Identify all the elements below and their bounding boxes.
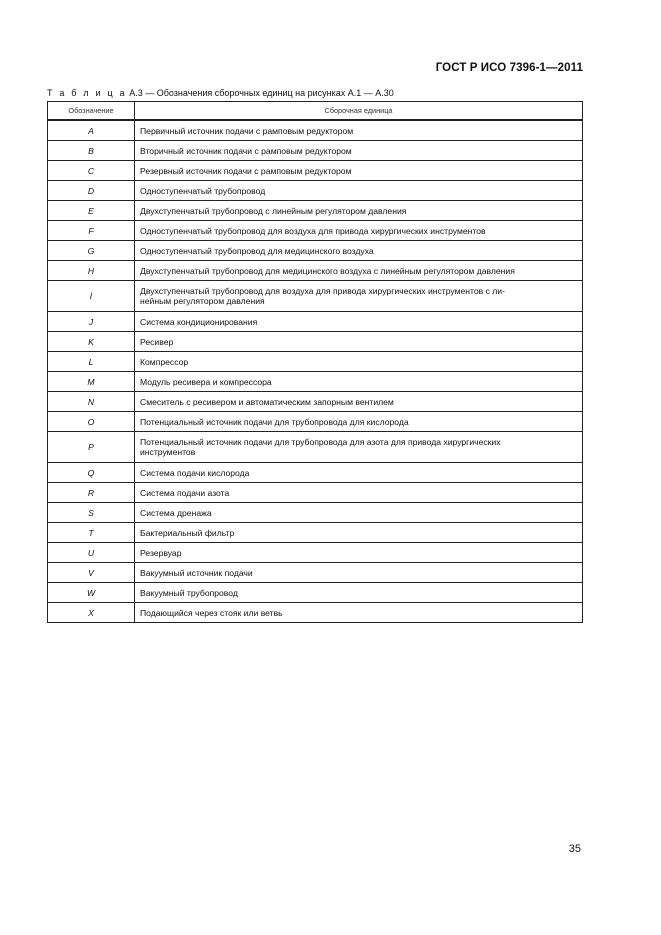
designation-cell: U bbox=[48, 543, 135, 563]
table-row bbox=[48, 181, 583, 201]
table-row bbox=[48, 483, 583, 503]
assembly-unit-cell: Одноступенчатый трубопровод bbox=[135, 181, 583, 201]
assembly-unit-line-continued: инструментов bbox=[140, 447, 196, 457]
designation-cell: T bbox=[48, 523, 135, 543]
page-number: 35 bbox=[568, 843, 581, 855]
table-row bbox=[48, 583, 583, 603]
designation-cell: J bbox=[48, 312, 135, 332]
table-row bbox=[48, 563, 583, 583]
assembly-unit-cell: Система подачи кислорода bbox=[135, 463, 583, 483]
table-caption-text: А.3 — Обозначения сборочных единиц на рисунках А.1 — А.30 bbox=[129, 88, 394, 98]
assembly-unit-cell: Одноступенчатый трубопровод для воздуха для привода хирургических инструментов bbox=[135, 221, 583, 241]
assembly-unit-cell: Бактериальный фильтр bbox=[135, 523, 583, 543]
designation-cell: Q bbox=[48, 463, 135, 483]
designation-cell: N bbox=[48, 392, 135, 412]
designation-cell: D bbox=[48, 181, 135, 201]
table-row bbox=[48, 161, 583, 181]
table-row bbox=[48, 241, 583, 261]
designation-cell: C bbox=[48, 161, 135, 181]
assembly-unit-cell: Компрессор bbox=[135, 352, 583, 372]
table-row bbox=[48, 523, 583, 543]
table-row bbox=[48, 503, 583, 523]
assembly-unit-line-continued: нейным регулятором давления bbox=[140, 296, 265, 306]
column-header-assembly-unit: Сборочная единица bbox=[135, 102, 583, 121]
designation-cell: H bbox=[48, 261, 135, 281]
assembly-unit-cell: Одноступенчатый трубопровод для медицинского воздуха bbox=[135, 241, 583, 261]
designation-cell: E bbox=[48, 201, 135, 221]
assembly-unit-cell: Система кондиционирования bbox=[135, 312, 583, 332]
table-row bbox=[48, 120, 583, 141]
table-row bbox=[48, 543, 583, 563]
designation-cell: P bbox=[48, 432, 135, 463]
assembly-unit-cell bbox=[135, 432, 583, 463]
table-row bbox=[48, 392, 583, 412]
document-header: ГОСТ Р ИСО 7396-1—2011 bbox=[435, 62, 583, 74]
column-header-designation: Обозначение bbox=[48, 102, 135, 121]
table-row bbox=[48, 281, 583, 312]
assembly-unit-cell: Вакуумный источник подачи bbox=[135, 563, 583, 583]
assembly-units-table bbox=[47, 101, 583, 623]
table-row bbox=[48, 261, 583, 281]
assembly-unit-cell: Система дренажа bbox=[135, 503, 583, 523]
table-row bbox=[48, 432, 583, 463]
table-row bbox=[48, 412, 583, 432]
table-row bbox=[48, 372, 583, 392]
assembly-unit-cell: Двухступенчатый трубопровод для медицинского воздуха с линейным регулятором давления bbox=[135, 261, 583, 281]
designation-cell: K bbox=[48, 332, 135, 352]
assembly-unit-cell: Подающийся через стояк или ветвь bbox=[135, 603, 583, 623]
assembly-unit-cell: Вторичный источник подачи с рамповым редуктором bbox=[135, 141, 583, 161]
assembly-unit-cell: Система подачи азота bbox=[135, 483, 583, 503]
assembly-unit-cell: Резервуар bbox=[135, 543, 583, 563]
table-row bbox=[48, 221, 583, 241]
table-row bbox=[48, 463, 583, 483]
assembly-unit-line: Потенциальный источник подачи для трубопровода для азота для привода хирургических bbox=[140, 437, 501, 447]
table-row bbox=[48, 141, 583, 161]
designation-cell: M bbox=[48, 372, 135, 392]
table-caption bbox=[47, 88, 394, 98]
designation-cell: V bbox=[48, 563, 135, 583]
assembly-unit-cell bbox=[135, 281, 583, 312]
table-row bbox=[48, 352, 583, 372]
designation-cell: I bbox=[48, 281, 135, 312]
table-row bbox=[48, 332, 583, 352]
assembly-unit-cell: Вакуумный трубопровод bbox=[135, 583, 583, 603]
assembly-unit-cell: Смеситель с ресивером и автоматическим запорным вентилем bbox=[135, 392, 583, 412]
designation-cell: A bbox=[48, 120, 135, 141]
assembly-unit-cell: Потенциальный источник подачи для трубопровода для кислорода bbox=[135, 412, 583, 432]
designation-cell: O bbox=[48, 412, 135, 432]
assembly-unit-cell: Резервный источник подачи с рамповым редуктором bbox=[135, 161, 583, 181]
designation-cell: F bbox=[48, 221, 135, 241]
designation-cell: B bbox=[48, 141, 135, 161]
assembly-unit-cell: Двухступенчатый трубопровод с линейным регулятором давления bbox=[135, 201, 583, 221]
assembly-unit-line: Двухступенчатый трубопровод для воздуха для привода хирургических инструментов с ли- bbox=[140, 286, 505, 296]
designation-cell: G bbox=[48, 241, 135, 261]
designation-cell: W bbox=[48, 583, 135, 603]
designation-cell: S bbox=[48, 503, 135, 523]
assembly-unit-cell: Модуль ресивера и компрессора bbox=[135, 372, 583, 392]
assembly-unit-cell: Первичный источник подачи с рамповым редуктором bbox=[135, 120, 583, 141]
designation-cell: L bbox=[48, 352, 135, 372]
table-caption-label: Т а б л и ц а bbox=[47, 88, 127, 98]
designation-cell: X bbox=[48, 603, 135, 623]
table-header-row bbox=[48, 102, 583, 121]
table-row bbox=[48, 201, 583, 221]
assembly-unit-cell: Ресивер bbox=[135, 332, 583, 352]
table-row bbox=[48, 603, 583, 623]
designation-cell: R bbox=[48, 483, 135, 503]
table-row bbox=[48, 312, 583, 332]
